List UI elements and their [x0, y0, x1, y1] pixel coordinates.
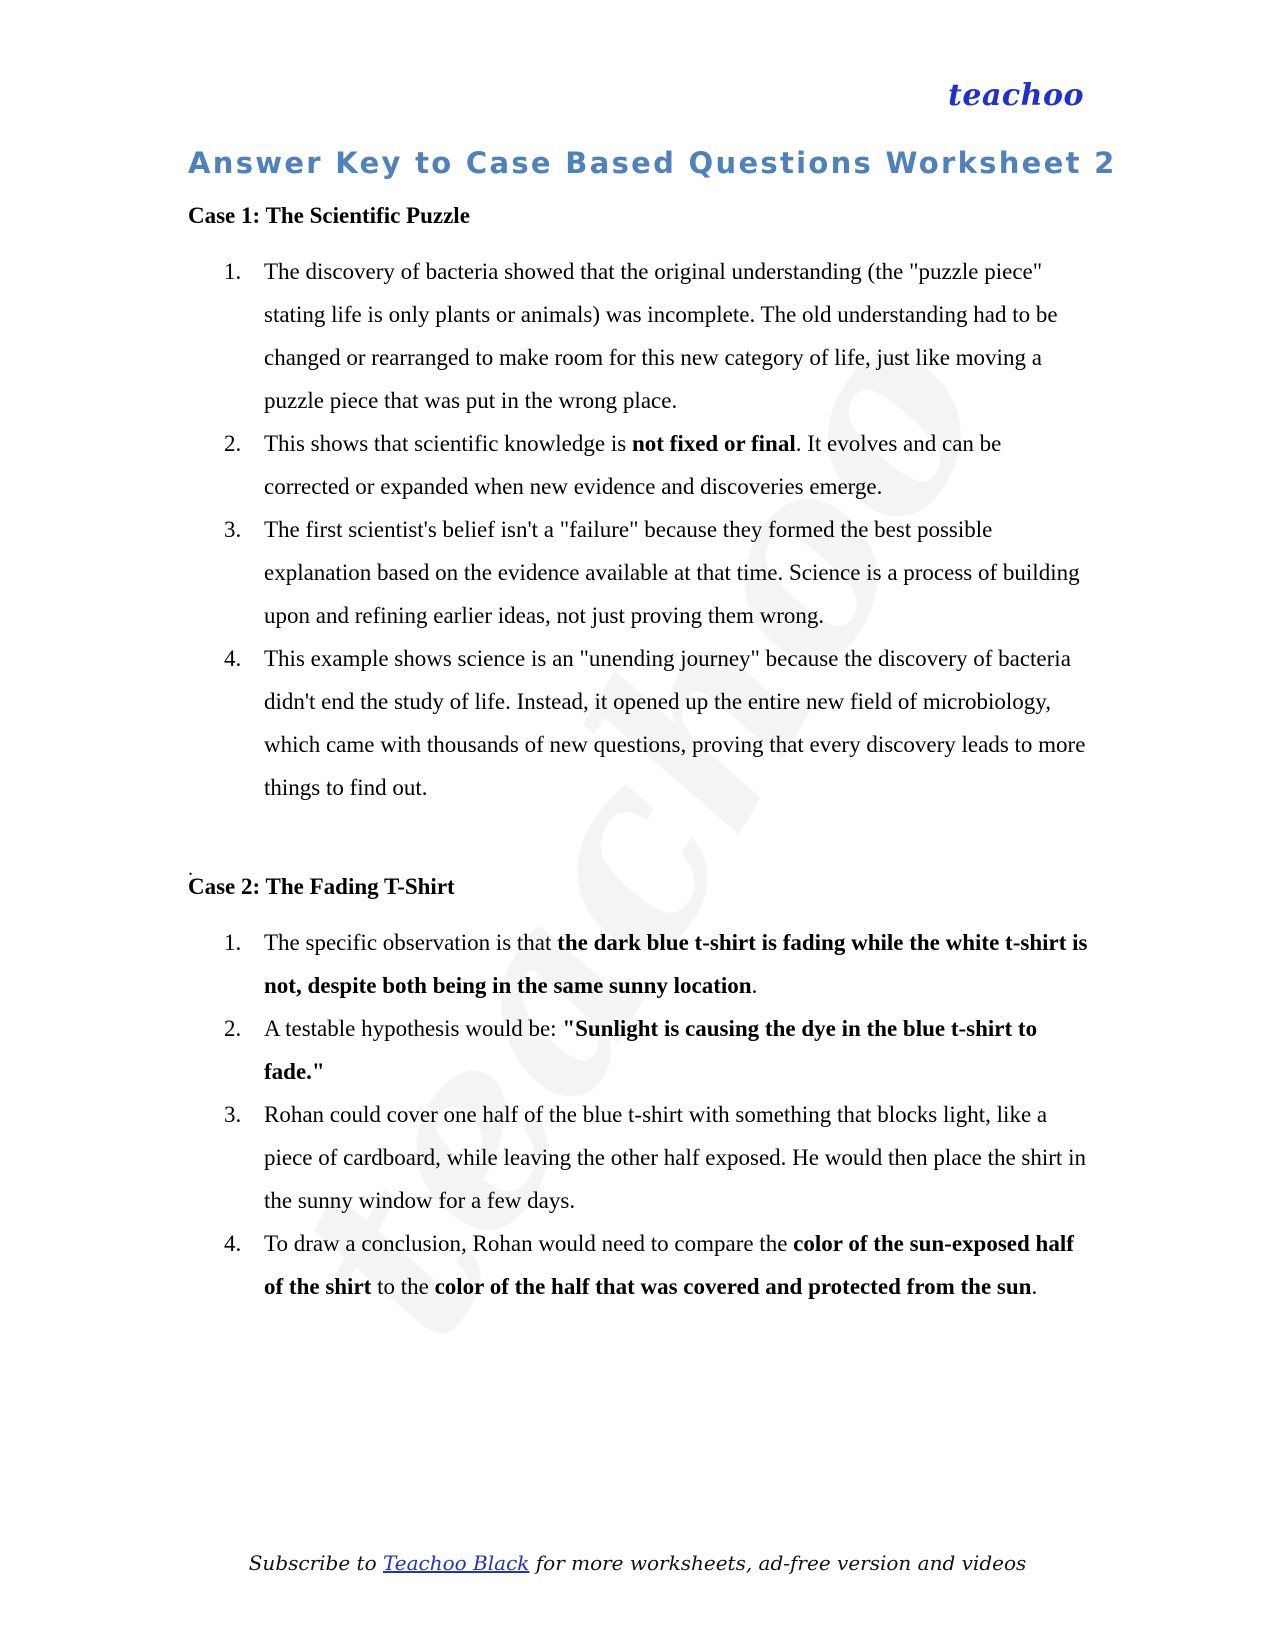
brand-logo: teachoo [948, 78, 1084, 113]
answer-text: This example shows science is an "unending journey" because the discovery of bacteria didn't end the study of life. Instead, it opened up the entire new field of microbiology, which came with thousands of new questions, proving that every discovery leads to more things to find out. [264, 646, 1086, 800]
answer-text: . It evolves and can be corrected or expanded when new evidence and discoveries emerge. [264, 431, 1002, 499]
separator-dot: . [188, 858, 193, 880]
item-number: 4. [224, 1231, 242, 1256]
answer-text: To draw a conclusion, Rohan would need to compare the [264, 1231, 794, 1256]
answer-text: . [1031, 1274, 1038, 1299]
answer-text: . [751, 973, 758, 998]
answer-text: A testable hypothesis would be: [264, 1016, 563, 1041]
list-item [188, 508, 1088, 637]
list-item [188, 1093, 1088, 1222]
footer-suffix: for more worksheets, ad-free version and videos [529, 1551, 1027, 1575]
case-1-heading: Case 1: The Scientific Puzzle [188, 203, 470, 228]
list-item [188, 250, 1088, 422]
answer-emphasis: color of the half that was covered and protected from the sun [434, 1274, 1032, 1299]
teachoo-black-link[interactable]: Teachoo Black [382, 1551, 530, 1575]
answer-text: The discovery of bacteria showed that the original understanding (the "puzzle piece" stating life is only plants or animals) was incomplete. The old understanding had to be changed or rearranged to make room for this new category of life, just like moving a puzzle piece that was put in the wrong place. [264, 259, 1058, 413]
answer-text: This shows that scientific knowledge is [264, 431, 632, 456]
list-item [188, 637, 1088, 809]
footer-prefix: Subscribe to [248, 1551, 383, 1575]
list-item [188, 921, 1088, 1007]
list-item [188, 1222, 1088, 1308]
item-number: 3. [224, 517, 242, 542]
answer-emphasis: the dark blue t-shirt is fading while the white t-shirt is not, despite both being in the same sunny location [264, 930, 1088, 998]
item-number: 3. [224, 1102, 242, 1127]
footer [0, 1551, 1275, 1575]
item-number: 2. [224, 1016, 242, 1041]
list-item [188, 422, 1088, 508]
answer-text: to the [371, 1274, 435, 1299]
case-2-answer-list [188, 921, 1088, 1308]
answer-emphasis: "Sunlight is causing the dye in the blue t-shirt to fade." [264, 1016, 1038, 1084]
answer-text: The first scientist's belief isn't a "failure" because they formed the best possible explanation based on the evidence available at that time. Science is a process of building upon and refining earlier ideas, not just proving them wrong. [264, 517, 1080, 628]
answer-emphasis: not fixed or final [631, 431, 796, 456]
answer-text: Rohan could cover one half of the blue t-shirt with something that blocks light, like a piece of cardboard, while leaving the other half exposed. He would then place the shirt in the sunny window for a few days. [264, 1102, 1086, 1213]
case-2-heading: Case 2: The Fading T-Shirt [188, 874, 455, 899]
item-number: 2. [224, 431, 242, 456]
item-number: 4. [224, 646, 242, 671]
item-number: 1. [224, 930, 242, 955]
list-item [188, 1007, 1088, 1093]
case-1-answer-list [188, 250, 1088, 809]
answer-emphasis: color of the sun-exposed half of the shirt [264, 1231, 1074, 1299]
page-title: Answer Key to Case Based Questions Worksheet 2 [188, 146, 1117, 180]
answer-text: The specific observation is that [264, 930, 558, 955]
item-number: 1. [224, 259, 242, 284]
